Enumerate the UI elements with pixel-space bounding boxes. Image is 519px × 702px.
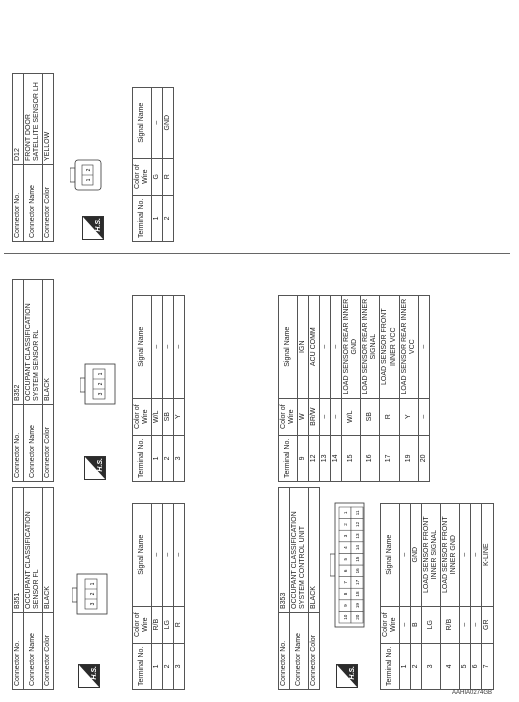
signal-cell: – [174,503,185,606]
table-row [163,295,174,481]
wire-cell: GR [482,606,493,643]
pin-label: 12 [355,521,360,527]
pin-1: 1 [86,178,92,182]
hs-label: H.S. [95,218,102,232]
table-row [163,87,174,241]
col-color-of-wire: Color of Wire [133,398,152,435]
table-row [331,295,342,481]
signal-cell: – [331,295,342,398]
table-row [411,503,422,689]
col-signal-name: Signal Name [381,503,400,606]
b352-no: B352 [13,280,24,405]
signal-cell: – [174,295,185,398]
pin-label: 4 [343,546,348,549]
table-row [482,503,493,689]
wire-cell: – [320,398,331,435]
wire-cell: BR/W [309,398,320,435]
wire-cell: SB [163,398,174,435]
signal-cell: – [400,503,411,606]
signal-cell: LOAD SENSOR FRONT INNER VCC [380,295,399,398]
wire-cell: – [460,606,471,643]
signal-cell: – [460,503,471,606]
b351-connector-icon [72,572,110,616]
b352-header-table [12,279,54,482]
b352-signal-table [132,295,185,482]
pin-label: 14 [355,545,360,551]
terminal-cell: 2 [411,643,422,689]
pin-label: 9 [343,604,348,607]
label-connector-name: Connector Name [24,165,43,242]
section-divider [4,253,510,254]
signal-cell: LOAD SENSOR REAR INNER SIGNAL [361,295,380,398]
signal-cell: LOAD SENSOR FRONT INNER SIGNAL [422,503,441,606]
label-connector-name: Connector Name [24,405,43,482]
col-color-of-wire: Color of Wire [279,398,298,435]
col-signal-name: Signal Name [133,295,152,398]
terminal-cell: 1 [400,643,411,689]
pin-label: 20 [355,614,360,620]
terminal-cell: 2 [163,435,174,481]
d12-name: FRONT DOOR SATELLITE SENSOR LH [24,74,43,165]
wire-cell: R [174,606,185,643]
wire-cell: – [331,398,342,435]
terminal-cell: 3 [422,643,441,689]
pin-label: 13 [355,533,360,539]
col-signal-name: Signal Name [133,503,152,606]
table-row [298,295,309,481]
signal-cell: – [152,87,163,158]
b351-signal-table [132,503,185,690]
label-connector-no: Connector No. [279,613,290,690]
table-row [152,503,163,689]
terminal-cell: 3 [174,643,185,689]
terminal-cell: 20 [418,435,429,481]
b353-signal-table-a [380,503,494,690]
b351-color: BLACK [43,488,54,613]
terminal-cell: 6 [471,643,482,689]
hs-icon [78,664,100,688]
col-signal-name: Signal Name [279,295,298,398]
table-row [163,503,174,689]
b351-header-table [12,487,54,690]
pin-label: 17 [355,579,360,585]
pin-2: 2 [86,168,92,172]
b353-no: B353 [279,488,290,613]
wire-cell: – [418,398,429,435]
terminal-cell: 1 [152,195,163,241]
signal-cell: – [418,295,429,398]
pin-2: 2 [90,592,96,596]
wire-cell: LG [422,606,441,643]
terminal-cell: 1 [152,643,163,689]
terminal-cell: 2 [163,195,174,241]
col-terminal-no: Terminal No. [133,435,152,481]
table-row [174,295,185,481]
wire-cell: SB [361,398,380,435]
hs-label: H.S. [91,666,98,680]
wire-cell: – [400,606,411,643]
b352-connector-icon [80,362,118,406]
col-terminal-no: Terminal No. [133,643,152,689]
signal-cell: LOAD SENSOR FRONT INNER GND [441,503,460,606]
table-row [380,295,399,481]
signal-cell: – [320,295,331,398]
hs-icon [336,664,358,688]
signal-cell: K-LINE [482,503,493,606]
terminal-cell: 4 [441,643,460,689]
label-connector-color: Connector Color [43,165,54,242]
table-row [460,503,471,689]
terminal-cell: 13 [320,435,331,481]
terminal-cell: 2 [163,643,174,689]
b351-no: B351 [13,488,24,613]
pin-label: 15 [355,556,360,562]
wire-cell: Y [174,398,185,435]
figure-code: AAHIA0274GB [452,690,493,696]
signal-cell: GND [411,503,422,606]
pin-label: 8 [343,592,348,596]
signal-cell: – [163,503,174,606]
pin-label: 19 [355,603,360,609]
table-row [361,295,380,481]
signal-cell: ACU COMM [309,295,320,398]
signal-cell: LOAD SENSOR REAR INNER VCC [399,295,418,398]
pin-label: 11 [355,510,360,516]
wire-cell: LG [163,606,174,643]
signal-cell: – [152,503,163,606]
signal-cell: – [163,295,174,398]
d12-signal-table [132,87,174,242]
wire-cell: B [411,606,422,643]
pin-label: 10 [343,614,348,620]
wire-cell: R/B [152,606,163,643]
b352-color: BLACK [43,280,54,405]
col-color-of-wire: Color of Wire [133,606,152,643]
signal-cell: GND [163,87,174,158]
table-row [471,503,482,689]
label-connector-name: Connector Name [24,613,43,690]
terminal-cell: 17 [380,435,399,481]
pin-3: 3 [98,392,104,396]
pin-label: 5 [343,557,348,561]
table-row [400,503,411,689]
b351-name: OCCUPANT CLASSIFICATION SENSOR FL [24,488,43,613]
hs-label: H.S. [97,458,104,472]
table-row [309,295,320,481]
pin-3: 3 [90,602,96,606]
pin-label: 18 [355,591,360,597]
b353-name: OCCUPANT CLASSIFICATION SYSTEM CONTROL UNIT [290,488,309,613]
terminal-cell: 1 [152,435,163,481]
b353-header-table [278,487,320,690]
hs-icon [84,456,106,480]
label-connector-color: Connector Color [43,405,54,482]
signal-cell: – [471,503,482,606]
col-color-of-wire: Color of Wire [133,158,152,195]
wire-cell: W/L [152,398,163,435]
b352-name: OCCUPANT CLASSIFICATION SYSTEM SENSOR RL [24,280,43,405]
pin-1: 1 [90,582,96,586]
label-connector-no: Connector No. [13,613,24,690]
table-row [418,295,429,481]
wire-cell: W/L [342,398,361,435]
wire-cell: R/B [441,606,460,643]
col-color-of-wire: Color of Wire [381,606,400,643]
terminal-cell: 14 [331,435,342,481]
terminal-cell: 15 [342,435,361,481]
pin-label: 2 [343,523,348,526]
pin-label: 6 [343,569,348,573]
wire-cell: R [380,398,399,435]
table-row [441,503,460,689]
table-row [152,295,163,481]
pin-label: 7 [343,581,348,584]
hs-label: H.S. [349,666,356,680]
d12-color: YELLOW [43,74,54,165]
pin-1: 1 [98,372,104,376]
pin-2: 2 [98,382,104,386]
table-row [422,503,441,689]
label-connector-no: Connector No. [13,165,24,242]
d12-connector-icon [70,158,104,192]
terminal-cell: 7 [482,643,493,689]
label-connector-color: Connector Color [309,613,320,690]
terminal-cell: 3 [174,435,185,481]
pin-label: 16 [355,568,360,574]
table-row [152,87,163,241]
b353-color: BLACK [309,488,320,613]
terminal-cell: 12 [309,435,320,481]
terminal-cell: 19 [399,435,418,481]
label-connector-color: Connector Color [43,613,54,690]
terminal-cell: 5 [460,643,471,689]
label-connector-no: Connector No. [13,405,24,482]
signal-cell: – [152,295,163,398]
hs-icon [82,216,104,240]
label-connector-name: Connector Name [290,613,309,690]
b353-pin-grid [339,507,363,623]
pin-label: 1 [343,511,348,515]
col-terminal-no: Terminal No. [133,195,152,241]
b353-connector-icon [330,502,366,628]
d12-no: D12 [13,74,24,165]
col-terminal-no: Terminal No. [279,435,298,481]
wire-cell: R [163,158,174,195]
table-row [399,295,418,481]
col-signal-name: Signal Name [133,87,152,158]
wire-cell: W [298,398,309,435]
table-row [320,295,331,481]
terminal-cell: 16 [361,435,380,481]
wire-cell: – [471,606,482,643]
terminal-cell: 9 [298,435,309,481]
pin-label: 3 [343,534,348,538]
wire-cell: Y [399,398,418,435]
col-terminal-no: Terminal No. [381,643,400,689]
table-row [174,503,185,689]
d12-header-table [12,73,54,242]
b353-signal-table-b [278,295,430,482]
wire-cell: G [152,158,163,195]
table-row [342,295,361,481]
signal-cell: LOAD SENSOR REAR INNER GND [342,295,361,398]
signal-cell: IGN [298,295,309,398]
